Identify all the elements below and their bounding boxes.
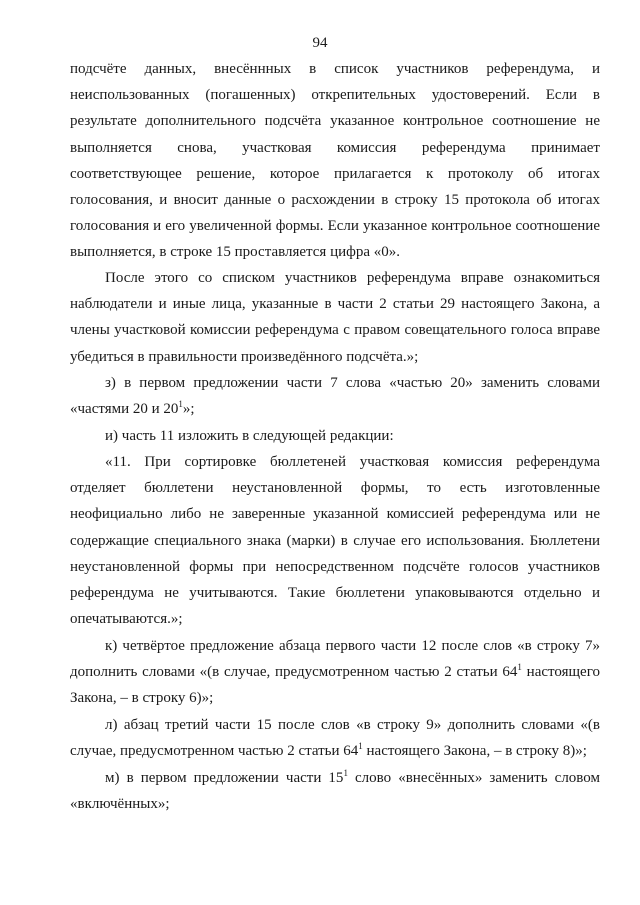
text-line: голосования и его увеличенной формы. Если указанное контрольное соотношение — [70, 218, 600, 235]
superscript: 1 — [178, 399, 183, 410]
text-line: з) в первом предложении части 7 слова «частью 20» заменить словами — [105, 375, 600, 391]
text-line: опечатываются.»; — [70, 611, 183, 628]
text-fragment: дополнить словами «(в случае, предусмотренном частью 2 статьи 64 — [70, 664, 518, 681]
text-line: содержащие специального знака (марки) в случае его использования. Бюллетени — [70, 532, 600, 549]
text-fragment: случае, предусмотренном частью 2 статьи 64 — [70, 743, 359, 760]
text-line: подсчёте данных, внесённных в список участников референдума, и — [70, 61, 600, 77]
text-line: к) четвёртое предложение абзаца первого части 12 после слов «в строку 7» — [105, 638, 600, 654]
text-line: Закона, – в строку 6)»; — [70, 690, 214, 707]
paragraph — [70, 765, 600, 817]
superscript: 1 — [343, 768, 348, 778]
text-line: отделяет бюллетени неустановленной формы, то есть изготовленные — [70, 480, 600, 497]
text-line: неофициально либо не заверенные указанной комиссией референдума или не — [70, 506, 600, 523]
text-fragment: слово «внесённых» заменить словом — [347, 770, 600, 786]
text-fragment: «частями 20 и 20 — [70, 401, 179, 418]
text-line: соответствующее решение, которое прилагается к протоколу об итогах — [70, 165, 600, 182]
paragraph — [70, 633, 600, 712]
text-line: неиспользованных (погашенных) открепительных удостоверений. Если в — [70, 87, 600, 104]
text-line: голосования, и вносит данные о расхождении в строку 15 протокола об итогах — [70, 191, 600, 208]
superscript: 1 — [517, 662, 522, 673]
text-line: выполняется, в строке 15 проставляется цифра «0». — [70, 244, 401, 261]
text-line: выполняется снова, участковая комиссия референдума принимает — [70, 139, 600, 156]
paragraph — [70, 449, 600, 632]
text-fragment: настоящего — [521, 664, 600, 681]
text-fragment: м) в первом предложении части 15 — [105, 770, 344, 786]
text-line: референдума не учитываются. Такие бюллетени упаковываются отдельно и — [70, 584, 600, 601]
text-line — [70, 765, 600, 791]
superscript: 1 — [358, 741, 363, 752]
text-line: члены участковой комиссии референдума с правом совещательного голоса вправе — [70, 322, 600, 339]
text-fragment: »; — [182, 401, 195, 418]
text-line: «включённых»; — [70, 796, 170, 813]
paragraph — [70, 712, 600, 764]
text-line: После этого со списком участников референдума вправе ознакомиться — [105, 270, 600, 286]
text-line: и) часть 11 изложить в следующей редакции: — [105, 428, 394, 444]
text-fragment: настоящего Закона, – в строку 8)»; — [362, 743, 587, 760]
text-line — [70, 396, 600, 422]
paragraph — [70, 370, 600, 422]
page-number: 94 — [312, 35, 328, 51]
text-line: «11. При сортировке бюллетеней участковая комиссия референдума — [105, 454, 600, 470]
paragraph — [70, 423, 600, 449]
text-line: л) абзац третий части 15 после слов «в строку 9» дополнить словами «(в — [105, 717, 600, 733]
paragraph — [70, 56, 600, 266]
paragraph — [70, 265, 600, 370]
text-line — [70, 659, 600, 685]
text-line: результате дополнительного подсчёта указанное контрольное соотношение не — [70, 113, 600, 130]
text-line: убедиться в правильности произведённого подсчёта.»; — [70, 348, 419, 365]
text-line: неустановленной формы при непосредственном подсчёте голосов участников — [70, 558, 600, 575]
text-line — [70, 738, 600, 764]
text-line: наблюдатели и иные лица, указанные в части 2 статьи 29 настоящего Закона, а — [70, 296, 600, 313]
